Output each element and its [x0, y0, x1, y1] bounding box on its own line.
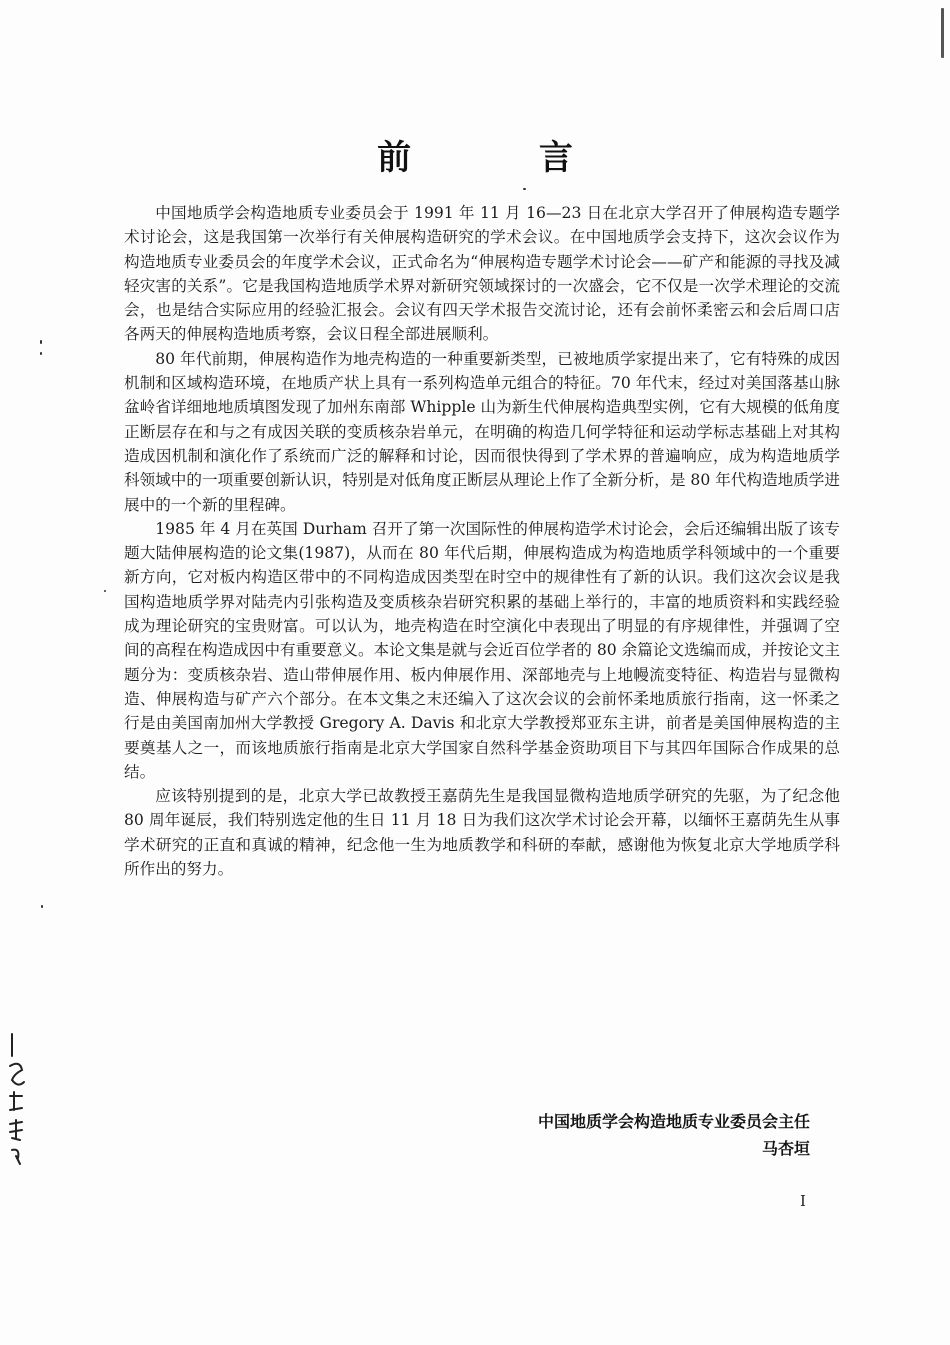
page-title: 前 言 — [377, 138, 631, 178]
paragraph-2: 80 年代前期，伸展构造作为地壳构造的一种重要新类型，已被地质学家提出来了，它有特殊的成因机制和区域构造环境，在地质产状上具有一系列构造单元组合的特征。70 年代末，经过对美国落基山脉盆岭省详细地地质填图发现了加州东南部 Whipple 山为新生代伸展构造典型实例，它有大规模的低角度正断层存在和与之有成因关联的变质核杂岩单元，在明确的构造几何学特征和运动学标志基础上对其构造成因机制和演化作了系统而广泛的解释和讨论，因而很快得到了学术界的普遍响应，成为构造地质学科领域中的一项重要创新认识，特别是对低角度正断层从理论上作了全新分析，是 80 年代构造地质学进展中的一个新的里程碑。 — [124, 349, 840, 514]
paragraph-3: 1985 年 4 月在英国 Durham 召开了第一次国际性的伸展构造学术讨论会，会后还编辑出版了该专题大陆伸展构造的论文集(1987)，从而在 80 年代后期，伸展构造成为构造地质学科领域中的一个重要新方向，它对板内构造区带中的不同构造成因类型在时空中的规律性有了新的认识。我们这次会议是我国构造地质学界对陆壳内引张构造及变质核杂岩研究积累的基础上举行的，丰富的地质资料和实践经验成为理论研究的宝贵财富。可以认为，地壳构造在时空演化中表现出了明显的有序规律性，并强调了空间的高程在构造成因中有重要意义。本论文集是就与会近百位学者的 80 余篇论文选编而成，并按论文主题分为：变质核杂岩、造山带伸展作用、板内伸展作用、深部地壳与上地幔流变特征、构造岩与显微构造、伸展构造与矿产六个部分。在本文集之末还编入了这次会议的会前怀柔地质旅行指南，这一怀柔之行是由美国南加州大学教授 Gregory A. Davis 和北京大学教授郑亚东主讲，前者是美国伸展构造的主要奠基人之一，而该地质旅行指南是北京大学国家自然科学基金资助项目下与其四年国际合作成果的总结。 — [124, 519, 840, 781]
paragraph-1: 中国地质学会构造地质专业委员会于 1991 年 11 月 16—23 日在北京大学召开了伸展构造专题学术讨论会，这是我国第一次举行有关伸展构造研究的学术会议。在中国地质学会支持下，这次会议作为构造地质专业委员会的年度学术会议，正式命名为“伸展构造专题学术讨论会——矿产和能源的寻找及减轻灾害的关系”。它是我国构造地质学术界对新研究领域探讨的一次盛会，它不仅是一次学术理论的交流会，也是结合实际应用的经验汇报会。会议有四天学术报告交流讨论，还有会前怀柔密云和会后周口店各两天的伸展构造地质考察，会议日程全部进展顺利。 — [124, 204, 840, 344]
scan-speck — [40, 352, 42, 355]
preface-body — [124, 201, 840, 881]
scan-speck — [104, 590, 106, 592]
signature-block — [538, 1108, 810, 1162]
scan-speck — [523, 188, 526, 190]
handwritten-margin-mark — [6, 1030, 28, 1170]
scan-speck — [41, 905, 43, 908]
paragraph-4: 应该特别提到的是，北京大学已故教授王嘉荫先生是我国显微构造地质学研究的先驱，为了纪念他 80 周年诞辰，我们特别选定他的生日 11 月 18 日为我们这次学术讨论会开幕，以缅怀王嘉荫先生从事学术研究的正直和真诚的精神，纪念他一生为地质教学和科研的奉献，感谢他为恢复北京大学地质学科所作出的努力。 — [124, 787, 840, 879]
signature-organization: 中国地质学会构造地质专业委员会主任 — [537, 1112, 810, 1131]
page-number: I — [800, 1192, 806, 1210]
signature-name: 马杏垣 — [761, 1139, 810, 1158]
scan-speck — [941, 8, 944, 58]
scan-speck — [40, 340, 42, 344]
